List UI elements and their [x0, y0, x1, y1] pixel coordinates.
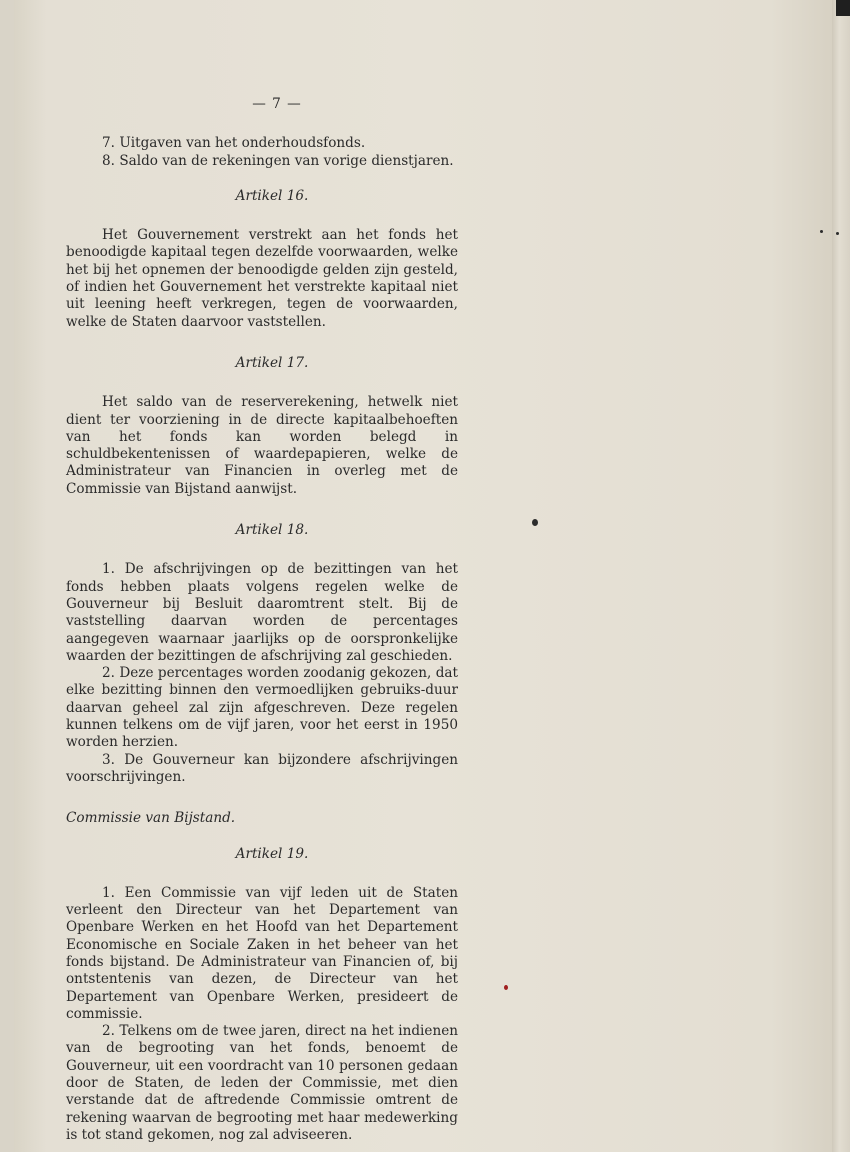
article-18-paragraph-1: 1. De afschrijvingen op de bezittingen van het fonds hebben plaats volgens regelen welke de Gouverneur bij Besluit daaromtrent stelt. Bij de vaststelling daarvan worden de percentages aangegeven waarnaar jaarlijks op de oorspronkelijke waarden der bezittingen de afschrijving zal geschieden. [66, 561, 458, 664]
article-16-text: Het Gouvernement verstrekt aan het fonds het benoodigde kapitaal tegen dezelfde voorwaarden, welke het bij het opnemen der benoodigde gelden zijn gesteld, of indien het Gouvernement het verstrekte kapitaal niet uit leening heeft verkregen, tegen de voorwaarden, welke de Staten daarvoor vaststellen. [66, 227, 458, 330]
page-number: — 7 — [252, 96, 302, 112]
ink-speck [504, 985, 508, 990]
article-18-paragraph-3: 3. De Gouverneur kan bijzondere afschrijvingen voorschrijvingen. [66, 751, 458, 785]
commissie-section-title: Commissie van Bijstand. [66, 810, 236, 827]
list-item-number: 7. [102, 135, 115, 152]
article-19-paragraph-1: 1. Een Commissie van vijf leden uit de Staten verleent den Directeur van het Departement van Openbare Werken en het Hoofd van het Departement Economische en Sociale Zaken in het beheer van het fonds bijstand. De Administrateur van Financien of, bij ontstentenis van dezen, de Directeur van het Departement van Openbare Werken, presideert de commissie. [66, 884, 458, 1022]
list-item-text: Saldo van de rekeningen van vorige dienstjaren. [119, 152, 454, 169]
article-19-paragraph-2: 2. Telkens om de twee jaren, direct na het indienen van de begrooting van het fonds, benoemt de Gouverneur, uit een voordracht van 10 personen gedaan door de Staten, de leden der Commissie, met dien verstande dat de aftredende Commissie omtrent de rekening waarvan de begrooting met haar medewerking is tot stand gekomen, nog zal adviseeren. [66, 1023, 458, 1143]
article-18-heading: Artikel 18. [235, 522, 309, 539]
article-17-heading: Artikel 17. [235, 354, 309, 371]
adjacent-page-edge [832, 0, 850, 1152]
ink-speck [820, 230, 823, 233]
article-17-text: Het saldo van de reserverekening, hetwelk niet dient ter voorziening in de directe kapitaalbehoeften van het fonds kan worden belegd in schuldbekentenissen of waardepapieren, welke de Administrateur van Financien in overleg met de Commissie van Bijstand aanwijst. [66, 394, 458, 497]
ink-speck [532, 519, 538, 526]
list-item [66, 135, 458, 152]
document-page [66, 96, 458, 1144]
ink-speck [836, 232, 839, 235]
list-item-text: Uitgaven van het onderhoudsfonds. [119, 135, 366, 152]
list-item-number: 8. [102, 152, 115, 169]
corner-mark [836, 0, 850, 16]
article-19-heading: Artikel 19. [235, 845, 309, 862]
list-item [66, 153, 458, 170]
article-16-heading: Artikel 16. [235, 187, 309, 204]
article-18-paragraph-2: 2. Deze percentages worden zoodanig gekozen, dat elke bezitting binnen den vermoedlijken gebruiks-duur daarvan geheel zal zijn afgeschreven. Deze regelen kunnen telkens om de vijf jaren, voor het eerst in 1950 worden herzien. [66, 665, 458, 751]
